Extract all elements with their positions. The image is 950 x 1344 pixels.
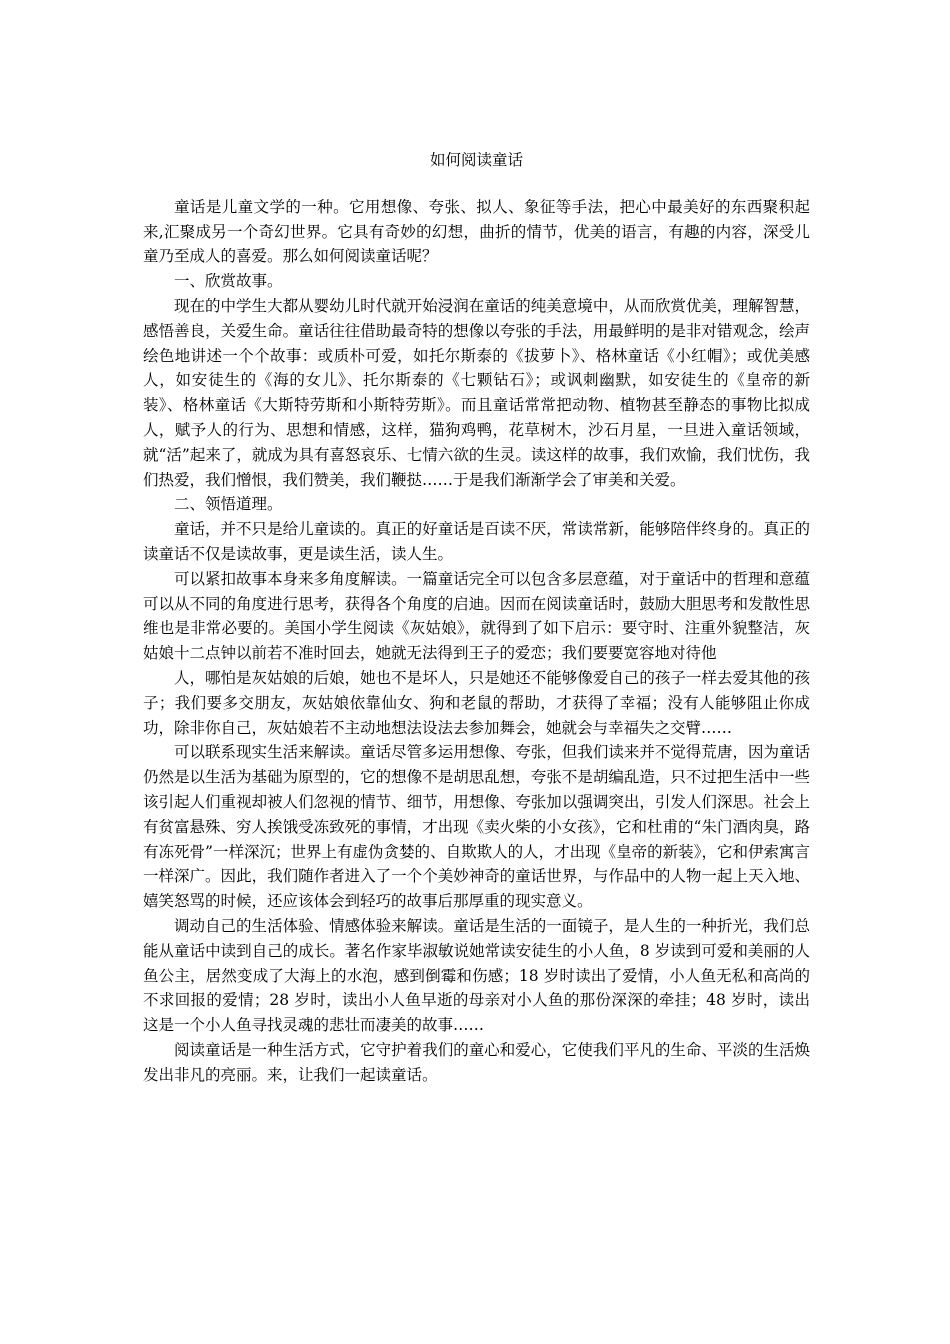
paragraph-conclusion: 阅读童话是一种生活方式，它守护着我们的童心和爱心，它使我们平凡的生命、平淡的生活焕发出非凡的亮丽。来，让我们一起读童话。 <box>143 1040 810 1084</box>
document-title: 如何阅读童话 <box>429 151 523 169</box>
paragraph-not-only-children: 童话，并不只是给儿童读的。真正的好童话是百读不厌，常读常新，能够陪伴终身的。真正的读童话不仅是读故事，更是读生活，读人生。 <box>143 520 810 563</box>
section-heading-2: 二、领悟道理。 <box>174 495 283 514</box>
paragraph-intro: 童话是儿童文学的一种。它用想像、夸张、拟人、象征等手法，把心中最美好的东西聚积起来,汇聚成另一个奇幻世界。它具有奇妙的幻想，曲折的情节，优美的语言，有趣的内容，深受儿童乃至成人的喜爱。那么如何阅读童话呢？ <box>143 197 810 266</box>
paragraph-real-life: 可以联系现实生活来解读。童话尽管多运用想像、夸张，但我们读来并不觉得荒唐，因为童话仍然是以生活为基础为原型的，它的想像不是胡思乱想，夸张不是胡编乱造，只不过把生活中一些该引起人们重视却被人们忽视的情节、细节，用想像、夸张加以强调突出，引发人们深思。社会上有贫富悬殊、穷人挨饿受冻致死的事情，才出现《卖火柴的小女孩》，它和杜甫的“朱门酒肉臭，路有冻死骨”一样深沉；世界上有虚伪贪婪的、自欺欺人的人，才出现《皇帝的新装》，它和伊索寓言一样深广。因此，我们随作者进入了一个个美妙神奇的童话世界，与作品中的人物一起上天入地、嬉笑怒骂的时候，还应该体会到轻巧的故事后那厚重的现实意义。 <box>143 743 810 911</box>
paragraph-multi-angle: 可以紧扣故事本身来多角度解读。一篇童话完全可以包含多层意蕴，对于童话中的哲理和意蕴可以从不同的角度进行思考，获得各个角度的启迪。因而在阅读童话时，鼓励大胆思考和发散性思维也是非常必要的。美国小学生阅读《灰姑娘》，就得到了如下启示：要守时、注重外貌整洁，灰姑娘十二点钟以前若不准时回去，她就无法得到王子的爱恋；我们要要宽容地对待他 <box>143 569 810 663</box>
section-heading-1: 一、欣赏故事。 <box>174 272 283 291</box>
paragraph-life-experience: 调动自己的生活体验、情感体验来解读。童话是生活的一面镜子，是人生的一种折光，我们总能从童话中读到自己的成长。著名作家毕淑敏说她常读安徒生的小人鱼，8 岁读到可爱和美丽的人鱼公主，居然变成了大海上的水泡，感到倒霉和伤感；18 岁时读出了爱情，小人鱼无私和高尚的不求回报的爱情；28 岁时，读出小人鱼早逝的母亲对小人鱼的那份深深的牵挂；48 岁时，读出这是一个小人鱼寻找灵魂的悲壮而凄美的故事…… <box>143 916 810 1035</box>
paragraph-appreciate-story: 现在的中学生大都从婴幼儿时代就开始浸润在童话的纯美意境中，从而欣赏优美，理解智慧，感悟善良，关爱生命。童话往往借助最奇特的想像以夸张的手法，用最鲜明的是非对错观念，绘声绘色地讲述一个个故事：或质朴可爱，如托尔斯泰的《拔萝卜》、格林童话《小红帽》；或优美感人，如安徒生的《海的女儿》、托尔斯泰的《七颗钻石》；或讽刺幽默，如安徒生的《皇帝的新装》、格林童话《大斯特劳斯和小斯特劳斯》。而且童话常常把动物、植物甚至静态的事物比拟成人，赋予人的行为、思想和情感，这样，猫狗鸡鸭，花草树木，沙石月星，一旦进入童话领域，就“活”起来了，就成为具有喜怒哀乐、七情六欲的生灵。读这样的故事，我们欢愉，我们忧伤，我们热爱，我们憎恨，我们赞美，我们鞭挞……于是我们渐渐学会了审美和关爱。 <box>143 296 810 489</box>
document-page <box>143 148 810 1087</box>
paragraph-cinderella-lessons: 人，哪怕是灰姑娘的后娘，她也不是坏人，只是她还不能够像爱自己的孩子一样去爱其他的孩子；我们要多交朋友，灰姑娘依靠仙女、狗和老鼠的帮助，才获得了幸福；没有人能够阻止你成功，除非你自己，灰姑娘若不主动地想法设法去参加舞会，她就会与幸福失之交臂…… <box>143 668 810 737</box>
